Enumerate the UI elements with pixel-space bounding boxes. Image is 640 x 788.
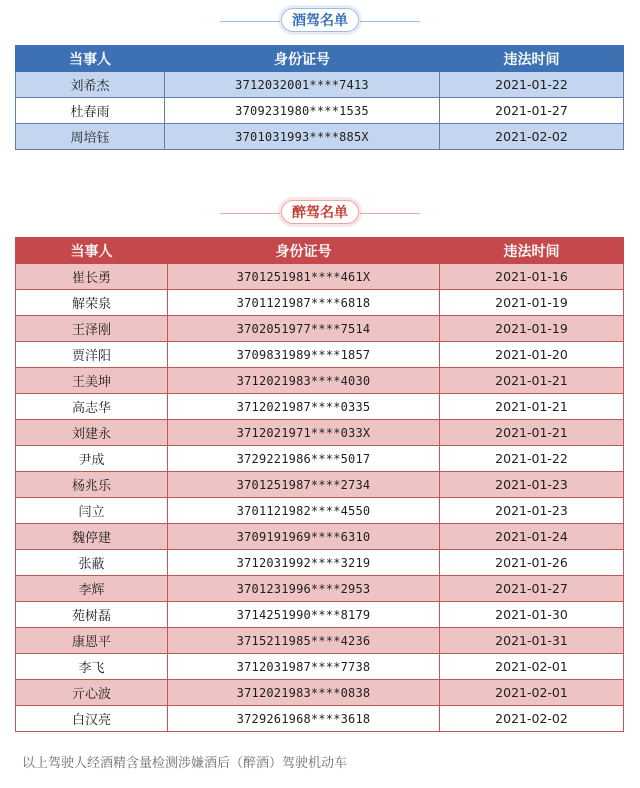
title-divider-left [220, 21, 280, 22]
cell-violation-date: 2021-01-24 [440, 524, 624, 550]
cell-party-name: 张蔽 [16, 550, 168, 576]
cell-party-name: 解荣泉 [16, 290, 168, 316]
cell-party-name: 周培钰 [16, 124, 165, 150]
table-row [16, 72, 624, 98]
cell-id-number: 3712021983****4030 [168, 368, 440, 394]
cell-party-name: 杜春雨 [16, 98, 165, 124]
cell-violation-date: 2021-02-02 [440, 706, 624, 732]
table-row [16, 602, 624, 628]
cell-violation-date: 2021-01-27 [440, 98, 624, 124]
column-header-party: 当事人 [16, 238, 168, 264]
cell-party-name: 李辉 [16, 576, 168, 602]
cell-party-name: 闫立 [16, 498, 168, 524]
cell-violation-date: 2021-01-21 [440, 394, 624, 420]
column-header-id-number: 身份证号 [165, 46, 440, 72]
cell-violation-date: 2021-01-22 [440, 446, 624, 472]
cell-id-number: 3701121987****6818 [168, 290, 440, 316]
table-row [16, 706, 624, 732]
cell-party-name: 贾洋阳 [16, 342, 168, 368]
cell-violation-date: 2021-01-26 [440, 550, 624, 576]
table-row [16, 680, 624, 706]
cell-violation-date: 2021-01-19 [440, 316, 624, 342]
table-row [16, 524, 624, 550]
cell-violation-date: 2021-01-27 [440, 576, 624, 602]
cell-id-number: 3715211985****4236 [168, 628, 440, 654]
cell-id-number: 3701251987****2734 [168, 472, 440, 498]
cell-id-number: 3701031993****885X [165, 124, 440, 150]
table-row [16, 98, 624, 124]
cell-id-number: 3709191969****6310 [168, 524, 440, 550]
drunk-driving-table [15, 237, 624, 732]
cell-violation-date: 2021-01-23 [440, 472, 624, 498]
table-row [16, 264, 624, 290]
cell-violation-date: 2021-01-20 [440, 342, 624, 368]
title-divider-right [360, 21, 420, 22]
cell-id-number: 3702051977****7514 [168, 316, 440, 342]
drunk-section-header [0, 200, 640, 226]
cell-party-name: 魏停建 [16, 524, 168, 550]
cell-violation-date: 2021-01-21 [440, 368, 624, 394]
table-row [16, 576, 624, 602]
column-header-violation-time: 违法时间 [440, 46, 624, 72]
table-row [16, 368, 624, 394]
table-header-row [16, 238, 624, 264]
cell-party-name: 王泽刚 [16, 316, 168, 342]
drunk-section-title: 醉驾名单 [281, 200, 359, 224]
cell-id-number: 3712021971****033X [168, 420, 440, 446]
cell-violation-date: 2021-01-31 [440, 628, 624, 654]
cell-party-name: 白汉亮 [16, 706, 168, 732]
table-row [16, 628, 624, 654]
title-divider-right [360, 213, 420, 214]
cell-id-number: 3712021983****0838 [168, 680, 440, 706]
table-row [16, 654, 624, 680]
table-header-row [16, 46, 624, 72]
cell-party-name: 亓心波 [16, 680, 168, 706]
cell-id-number: 3714251990****8179 [168, 602, 440, 628]
drink-driving-table [15, 45, 624, 150]
drink-section-header [0, 8, 640, 34]
column-header-violation-time: 违法时间 [440, 238, 624, 264]
table-row [16, 472, 624, 498]
title-divider-left [220, 213, 280, 214]
cell-id-number: 3712031987****7738 [168, 654, 440, 680]
table-row [16, 290, 624, 316]
cell-violation-date: 2021-01-23 [440, 498, 624, 524]
cell-party-name: 高志华 [16, 394, 168, 420]
cell-violation-date: 2021-01-21 [440, 420, 624, 446]
cell-party-name: 康恩平 [16, 628, 168, 654]
cell-violation-date: 2021-01-16 [440, 264, 624, 290]
cell-id-number: 3709831989****1857 [168, 342, 440, 368]
cell-violation-date: 2021-01-19 [440, 290, 624, 316]
cell-party-name: 苑树磊 [16, 602, 168, 628]
table-row [16, 498, 624, 524]
cell-id-number: 3701251981****461X [168, 264, 440, 290]
cell-id-number: 3701231996****2953 [168, 576, 440, 602]
cell-id-number: 3712031992****3219 [168, 550, 440, 576]
table-row [16, 550, 624, 576]
footnote: 以上驾驶人经酒精含量检测涉嫌酒后（醉酒）驾驶机动车 [22, 756, 348, 771]
cell-violation-date: 2021-02-01 [440, 680, 624, 706]
table-row [16, 316, 624, 342]
cell-party-name: 尹成 [16, 446, 168, 472]
column-header-party: 当事人 [16, 46, 165, 72]
cell-id-number: 3729261968****3618 [168, 706, 440, 732]
column-header-id-number: 身份证号 [168, 238, 440, 264]
drink-section-title: 酒驾名单 [281, 8, 359, 32]
cell-violation-date: 2021-02-02 [440, 124, 624, 150]
cell-party-name: 刘希杰 [16, 72, 165, 98]
cell-violation-date: 2021-01-22 [440, 72, 624, 98]
table-row [16, 394, 624, 420]
cell-party-name: 王美坤 [16, 368, 168, 394]
table-row [16, 342, 624, 368]
table-row [16, 446, 624, 472]
table-row [16, 124, 624, 150]
table-row [16, 420, 624, 446]
cell-id-number: 3729221986****5017 [168, 446, 440, 472]
cell-id-number: 3712032001****7413 [165, 72, 440, 98]
cell-violation-date: 2021-01-30 [440, 602, 624, 628]
cell-id-number: 3712021987****0335 [168, 394, 440, 420]
cell-party-name: 刘建永 [16, 420, 168, 446]
cell-violation-date: 2021-02-01 [440, 654, 624, 680]
cell-party-name: 李飞 [16, 654, 168, 680]
cell-party-name: 崔长勇 [16, 264, 168, 290]
cell-id-number: 3709231980****1535 [165, 98, 440, 124]
cell-party-name: 杨兆乐 [16, 472, 168, 498]
cell-id-number: 3701121982****4550 [168, 498, 440, 524]
